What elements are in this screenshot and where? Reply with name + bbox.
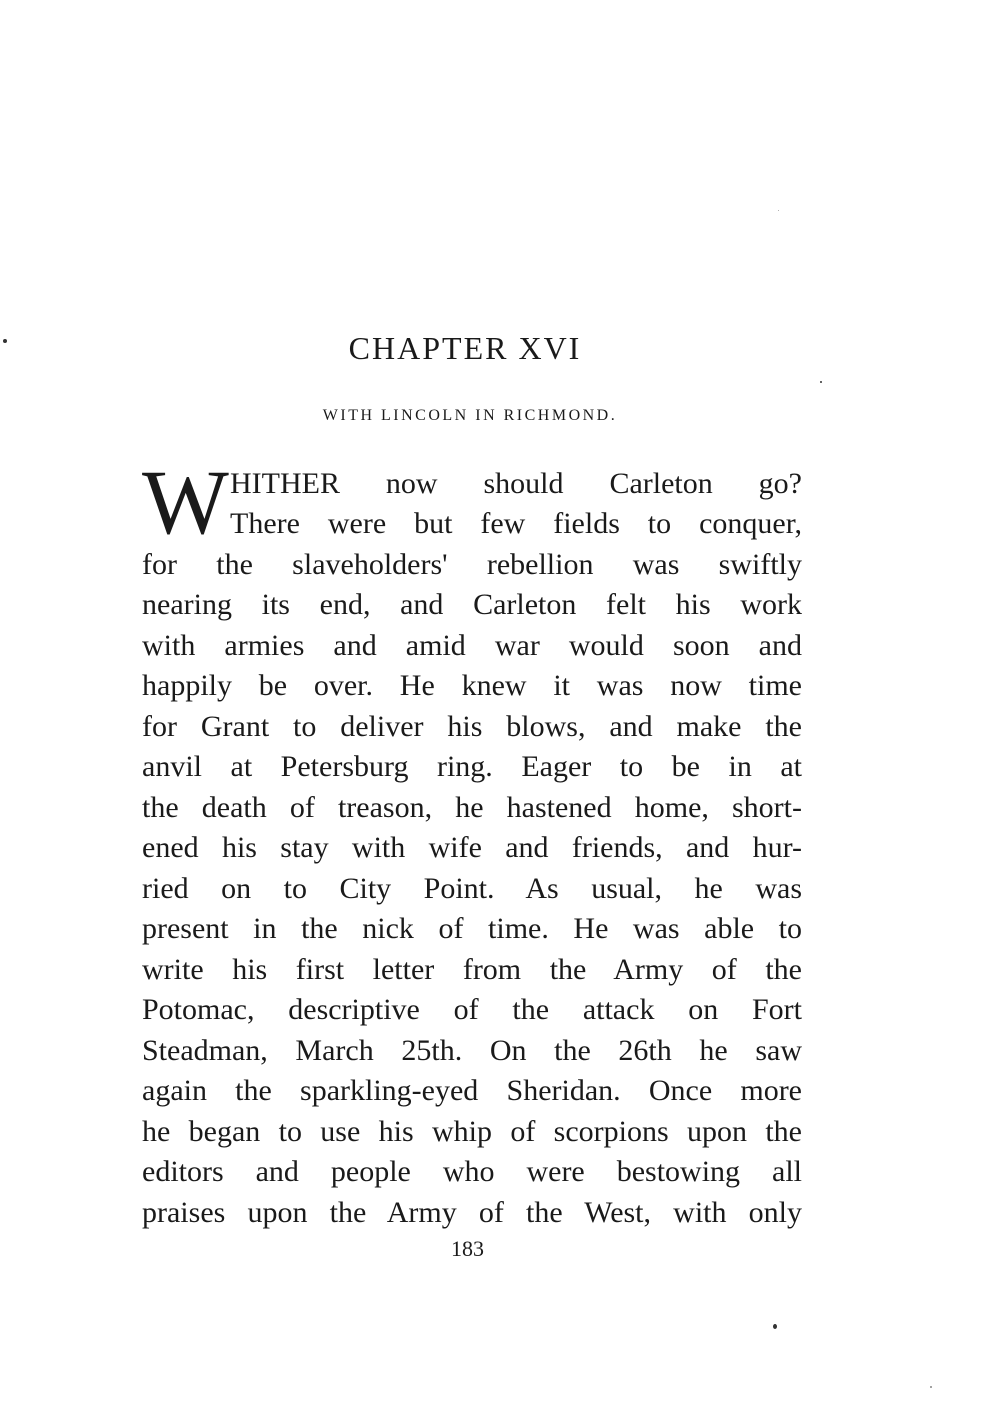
scan-speck (773, 1324, 777, 1329)
body-line: praises upon the Army of the West, with only (142, 1196, 802, 1229)
chapter-title: CHAPTER XVI (348, 330, 582, 366)
body-line: ried on to City Point. As usual, he was (142, 872, 802, 905)
drop-cap: W (142, 451, 229, 553)
body-line: ened his stay with wife and friends, and hur- (142, 831, 802, 864)
body-line: again the sparkling-eyed Sheridan. Once more (142, 1074, 802, 1107)
body-line: with armies and amid war would soon and (142, 629, 802, 662)
body-line: anvil at Petersburg ring. Eager to be in at (142, 750, 802, 783)
body-line: HITHER now should Carleton go? (230, 467, 802, 500)
body-line: Potomac, descriptive of the attack on Fort (142, 993, 802, 1026)
body-line: editors and people who were bestowing all (142, 1155, 802, 1188)
body-line: nearing its end, and Carleton felt his work (142, 588, 802, 621)
body-line: happily be over. He knew it was now time (142, 669, 802, 702)
body-line: the death of treason, he hastened home, short- (142, 791, 802, 824)
body-line: write his first letter from the Army of the (142, 953, 802, 986)
scan-speck (820, 381, 822, 383)
body-line: present in the nick of time. He was able to (142, 912, 802, 945)
scan-speck (778, 210, 779, 211)
page-number: 183 (451, 1236, 484, 1261)
scan-speck (930, 1386, 932, 1388)
scan-speck (3, 339, 7, 343)
body-line: for Grant to deliver his blows, and make the (142, 710, 802, 743)
chapter-subtitle: WITH LINCOLN IN RICHMOND. (322, 407, 618, 424)
body-line: for the slaveholders' rebellion was swiftly (142, 548, 802, 581)
body-line: There were but few fields to conquer, (230, 507, 802, 540)
body-line: he began to use his whip of scorpions upon the (142, 1115, 802, 1148)
body-line: Steadman, March 25th. On the 26th he saw (142, 1034, 802, 1067)
